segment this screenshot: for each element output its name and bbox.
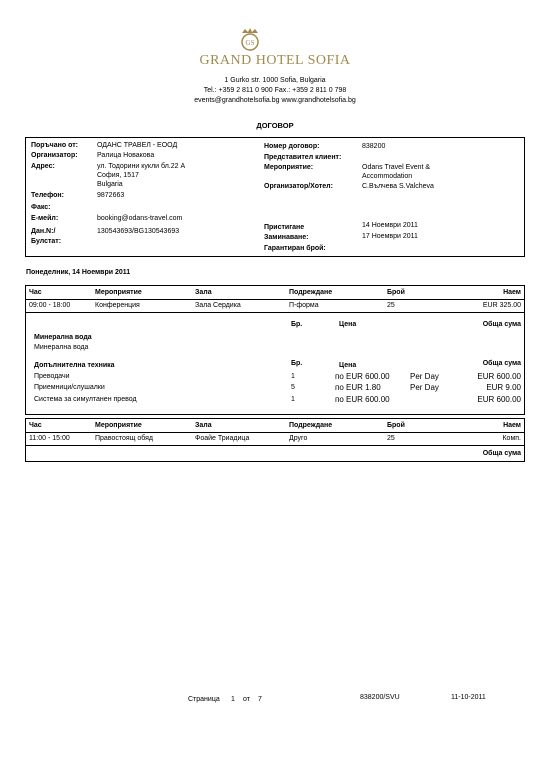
tech-total-header: Обща сума bbox=[482, 360, 521, 367]
client-rep-label: Представител клиент: bbox=[264, 154, 342, 161]
row2-count: 25 bbox=[387, 435, 395, 442]
hotel-phones: Tel.: +359 2 811 0 900 Fax.: +359 2 811 0 798 bbox=[203, 87, 347, 94]
header-divider bbox=[25, 432, 525, 433]
header-divider bbox=[25, 299, 525, 300]
ordered-by-label: Поръчано от: bbox=[31, 142, 78, 149]
footer-page-number: 1 bbox=[231, 696, 235, 703]
row2-divider bbox=[25, 445, 525, 446]
qty-header: Бр. bbox=[291, 321, 303, 328]
col-rent-header: Наем bbox=[503, 289, 521, 296]
mineral-item: Минерална вода bbox=[34, 344, 89, 351]
contract-no-value: 838200 bbox=[362, 143, 386, 150]
tax-label: Дан.N:/ bbox=[31, 228, 56, 235]
arrival-label: Пристигане bbox=[264, 224, 305, 231]
ordered-by-value: ОДАНС ТРАВЕЛ - ЕООД bbox=[97, 142, 178, 149]
day-heading: Понеделник, 14 Ноември 2011 bbox=[26, 269, 131, 276]
fax-label: Факс: bbox=[31, 204, 51, 211]
col-event-header: Мероприятие bbox=[95, 422, 142, 429]
organizer-label: Организатор: bbox=[31, 152, 78, 159]
tech-item-total: EUR 600.00 bbox=[477, 395, 521, 404]
organizer-hotel-value: С.Вълчева S.Valcheva bbox=[362, 183, 434, 190]
col-hall-header: Зала bbox=[195, 289, 212, 296]
tech-item-qty: 1 bbox=[291, 396, 295, 403]
footer-date: 11-10-2011 bbox=[451, 694, 486, 701]
contract-no-label: Номер договор: bbox=[264, 143, 320, 150]
hotel-crest-icon bbox=[238, 27, 262, 51]
row1-count: 25 bbox=[387, 302, 395, 309]
address-label: Адрес: bbox=[31, 163, 55, 170]
event-value-2: Accommodation bbox=[362, 173, 413, 180]
row1-hall: Зала Сердика bbox=[195, 302, 241, 309]
row1-time: 09:00 - 18:00 bbox=[29, 302, 71, 309]
tech-item-qty: 1 bbox=[291, 373, 295, 380]
tech-item-name: Преводачи bbox=[34, 373, 70, 380]
footer-of: от bbox=[243, 696, 250, 703]
total-header: Обща сума bbox=[482, 321, 521, 328]
event-value-1: Odans Travel Event & bbox=[362, 164, 431, 171]
tech-item-total: EUR 600.00 bbox=[477, 372, 521, 381]
price-header: Цена bbox=[339, 321, 357, 328]
address-line-3: Bulgaria bbox=[97, 181, 123, 188]
address-line-2: София, 1517 bbox=[97, 172, 139, 179]
tech-item-price: по EUR 600.00 bbox=[335, 372, 390, 381]
footer-page-label: Страница bbox=[188, 696, 220, 703]
tax-value: 130543693/BG130543693 bbox=[97, 228, 180, 235]
tech-item-total: EUR 9.00 bbox=[486, 383, 521, 392]
mineral-title: Минерална вода bbox=[34, 334, 92, 341]
tech-title: Допълнителна техника bbox=[34, 362, 115, 369]
row2-time: 11:00 - 15:00 bbox=[29, 435, 70, 442]
email-label: Е-мейл: bbox=[31, 215, 59, 222]
guaranteed-label: Гарантиран брой: bbox=[264, 245, 326, 252]
svg-text:GS: GS bbox=[245, 39, 255, 47]
col-rent-header: Наем bbox=[503, 422, 521, 429]
tech-price-header: Цена bbox=[339, 362, 357, 369]
col-setup-header: Подреждане bbox=[289, 289, 333, 296]
departure-value: 17 Ноември 2011 bbox=[362, 233, 418, 240]
tech-item-unit: Per Day bbox=[410, 372, 439, 381]
arrival-value: 14 Ноември 2011 bbox=[362, 222, 418, 229]
tech-item-price: по EUR 600.00 bbox=[335, 395, 390, 404]
row2-rent: Комп. bbox=[502, 435, 521, 442]
col-count-header: Брой bbox=[387, 289, 405, 296]
email-value: booking@odans-travel.com bbox=[97, 215, 183, 222]
row1-rent: EUR 325.00 bbox=[482, 302, 521, 309]
tech-item-name: Приемници/слушалки bbox=[34, 384, 105, 391]
bulstat-label: Булстат: bbox=[31, 238, 62, 245]
row1-divider bbox=[25, 312, 525, 313]
document-title: ДОГОВОР bbox=[256, 121, 294, 130]
hotel-address: 1 Gurko str. 1000 Sofia, Bulgaria bbox=[224, 77, 326, 84]
tech-item-unit: Per Day bbox=[410, 383, 439, 392]
row2-event: Правостоящ обяд bbox=[95, 435, 153, 442]
tech-qty-header: Бр. bbox=[291, 360, 303, 367]
col-time-header: Час bbox=[29, 289, 42, 296]
hotel-logo-name: GRAND HOTEL SOFIA bbox=[199, 53, 351, 68]
tech-item-price: по EUR 1.80 bbox=[335, 383, 381, 392]
grand-total-label: Обща сума bbox=[482, 450, 521, 457]
departure-label: Заминаване: bbox=[264, 234, 309, 241]
organizer-value: Ралица Новакова bbox=[97, 152, 155, 159]
phone-label: Телефон: bbox=[31, 192, 64, 199]
address-line-1: ул. Тодорини кукли бл.22 А bbox=[97, 163, 186, 170]
row2-hall: Фоайе Триадица bbox=[195, 435, 250, 442]
phone-value: 9872663 bbox=[97, 192, 125, 199]
col-setup-header: Подреждане bbox=[289, 422, 333, 429]
row1-event: Конференция bbox=[95, 302, 140, 309]
tech-item-qty: 5 bbox=[291, 384, 295, 391]
hotel-contacts: events@grandhotelsofia.bg www.grandhotelsofia.bg bbox=[194, 97, 356, 104]
footer-reference: 838200/SVU bbox=[360, 694, 400, 701]
col-time-header: Час bbox=[29, 422, 42, 429]
col-event-header: Мероприятие bbox=[95, 289, 142, 296]
col-hall-header: Зала bbox=[195, 422, 212, 429]
event-label: Мероприятие: bbox=[264, 164, 314, 171]
row1-setup: П-форма bbox=[289, 302, 319, 309]
col-count-header: Брой bbox=[387, 422, 405, 429]
footer-page-total: 7 bbox=[258, 696, 262, 703]
tech-item-name: Система за симултанен превод bbox=[34, 396, 137, 403]
row2-setup: Друго bbox=[289, 435, 308, 442]
organizer-hotel-label: Организатор/Хотел: bbox=[264, 183, 333, 190]
